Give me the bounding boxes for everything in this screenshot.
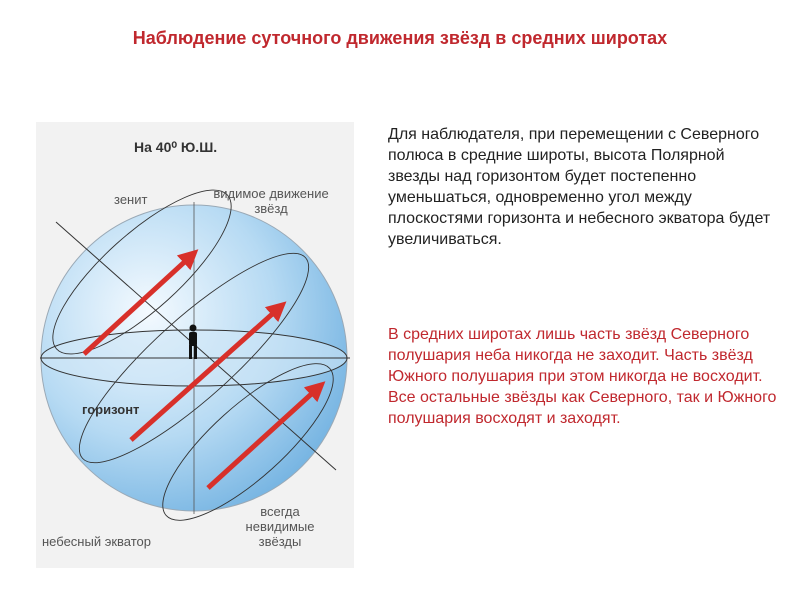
celestial-sphere-figure	[36, 122, 354, 568]
page-title: Наблюдение суточного движения звёзд в средних широтах	[132, 28, 668, 48]
zenith-label: зенит	[114, 192, 148, 207]
paragraph-observer: Для наблюдателя, при перемещении с Северного полюса в средние широты, высота Полярной звезды над горизонтом будет постепенно уменьшаться, одновременно угол между плоскостями горизонта и небесного экватора будет увеличиваться.	[388, 126, 771, 248]
celestial-equator-label: небесный экватор	[42, 534, 151, 549]
visible-motion-label: видимое движение звёзд	[213, 186, 329, 216]
paragraph-mid-latitudes: В средних широтах лишь часть звёзд Северного полушария неба никогда не заходит. Часть звёзд Южного полушария при этом никогда не восходит. Все остальные звёзды как Северного, так и Южного полушария восходят и заходят.	[388, 326, 777, 427]
horizon-label: горизонт	[82, 402, 140, 417]
latitude-label: На 40⁰ Ю.Ш.	[134, 139, 218, 155]
always-invisible-label: всегда невидимые звёзды	[245, 504, 315, 549]
